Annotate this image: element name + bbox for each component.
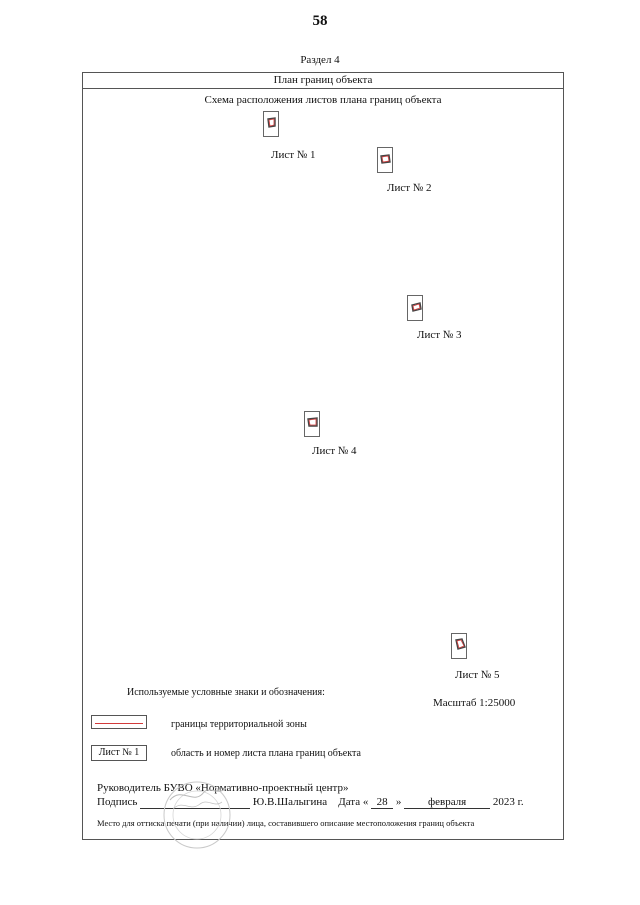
legend-sheet-text: область и номер листа плана границ объекта — [171, 748, 361, 759]
legend-sheet-sample: Лист № 1 — [91, 745, 147, 761]
sheet-1-label: Лист № 1 — [271, 149, 316, 161]
sheet-3-label: Лист № 3 — [417, 329, 462, 341]
sheet-2-label: Лист № 2 — [387, 182, 432, 194]
date-quote-close: » — [395, 796, 402, 808]
sheet-2-area — [377, 147, 393, 173]
sheet-4-label: Лист № 4 — [312, 445, 357, 457]
sheet-3-area — [407, 295, 423, 321]
signer-name: Ю.В.Шалыгина — [252, 796, 328, 808]
legend-boundary-sample — [91, 715, 147, 729]
zone-boundary-icon — [408, 296, 424, 322]
head-line: Руководитель БУВО «Нормативно-проектный центр» — [97, 782, 349, 794]
zone-boundary-icon — [378, 148, 394, 174]
legend-boundary-text: границы территориальной зоны — [171, 719, 307, 730]
sheet-5-area — [451, 633, 467, 659]
zone-boundary-icon — [305, 412, 321, 438]
plan-frame — [82, 72, 564, 840]
sheet-4-area — [304, 411, 320, 437]
date-day: 28 — [371, 796, 393, 809]
zone-boundary-icon — [452, 634, 468, 660]
seal-note: Место для оттиска печати (при наличии) лица, составившего описание местоположения границ объекта — [97, 818, 475, 828]
frame-title: План границ объекта — [83, 73, 563, 89]
stamp-icon — [160, 778, 234, 852]
page-number: 58 — [312, 13, 328, 29]
sign-label: Подпись — [97, 796, 138, 808]
sheet-1-area — [263, 111, 279, 137]
scheme-title: Схема расположения листов плана границ объекта — [204, 94, 442, 106]
date-label: Дата « — [338, 796, 369, 808]
legend-heading: Используемые условные знаки и обозначения: — [127, 687, 325, 698]
sheet-5-label: Лист № 5 — [455, 669, 500, 681]
section-title: Раздел 4 — [300, 54, 340, 66]
zone-boundary-icon — [264, 112, 280, 138]
date-month: февраля — [404, 796, 490, 809]
date-year: 2023 г. — [492, 796, 524, 808]
scale-label: Масштаб 1:25000 — [433, 697, 516, 709]
